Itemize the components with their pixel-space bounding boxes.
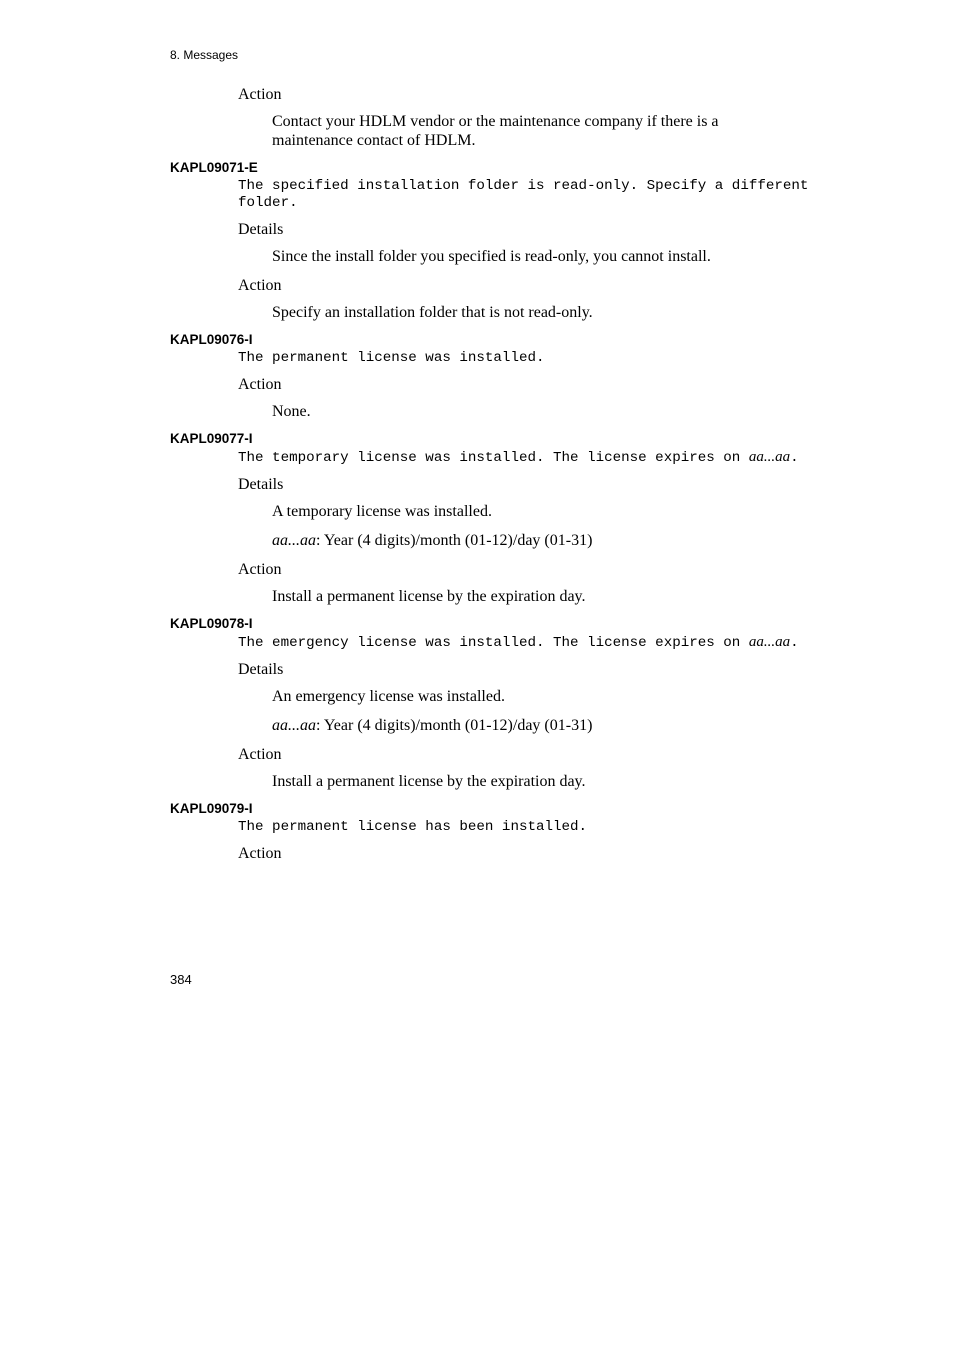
action-text: None. — [272, 403, 311, 420]
action-text: Install a permanent license by the expiration day. — [272, 588, 586, 605]
message-text: The specified installation folder is read-only. Specify a different folder. — [238, 178, 809, 211]
action-label: Action — [238, 561, 282, 578]
message-text-suffix: . — [790, 635, 799, 651]
page-number: 384 — [170, 972, 192, 987]
details-label: Details — [238, 476, 284, 493]
details-text: A temporary license was installed. — [272, 503, 492, 520]
message-variable: aa...aa — [748, 449, 791, 465]
action-text: Install a permanent license by the expiration day. — [272, 773, 586, 790]
message-list — [170, 85, 820, 871]
variable-name: aa...aa — [272, 532, 316, 549]
message-id: KAPL09079-I — [170, 801, 253, 816]
details-label: Details — [238, 661, 284, 678]
action-label: Action — [238, 86, 282, 103]
message-text-prefix: The emergency license was installed. The license expires on — [238, 635, 741, 651]
action-label: Action — [238, 746, 282, 763]
details-text: An emergency license was installed. — [272, 688, 505, 705]
action-label: Action — [238, 845, 282, 862]
message-id: KAPL09076-I — [170, 332, 253, 347]
message-id: KAPL09077-I — [170, 431, 253, 446]
running-header: 8. Messages — [170, 48, 239, 62]
message-text — [238, 449, 818, 467]
action-text: Contact your HDLM vendor or the maintenance company if there is a maintenance contact of HDLM. — [272, 113, 719, 149]
message-text-suffix: . — [790, 450, 799, 466]
details-text: Since the install folder you specified is read-only, you cannot install. — [272, 248, 711, 265]
variable-description — [272, 531, 792, 550]
action-label: Action — [238, 277, 282, 294]
action-text: Specify an installation folder that is not read-only. — [272, 304, 593, 321]
variable-desc-text: : Year (4 digits)/month (01-12)/day (01-31) — [316, 532, 593, 549]
message-text — [238, 634, 818, 652]
action-label: Action — [238, 376, 282, 393]
message-text: The permanent license was installed. — [238, 350, 545, 366]
message-variable: aa...aa — [748, 634, 791, 650]
message-text: The permanent license has been installed. — [238, 819, 588, 835]
message-id: KAPL09078-I — [170, 616, 253, 631]
details-label: Details — [238, 221, 284, 238]
variable-desc-text: : Year (4 digits)/month (01-12)/day (01-31) — [316, 717, 593, 734]
message-text-prefix: The temporary license was installed. The license expires on — [238, 450, 741, 466]
variable-name: aa...aa — [272, 717, 316, 734]
variable-description — [272, 716, 792, 735]
message-id: KAPL09071-E — [170, 160, 258, 175]
